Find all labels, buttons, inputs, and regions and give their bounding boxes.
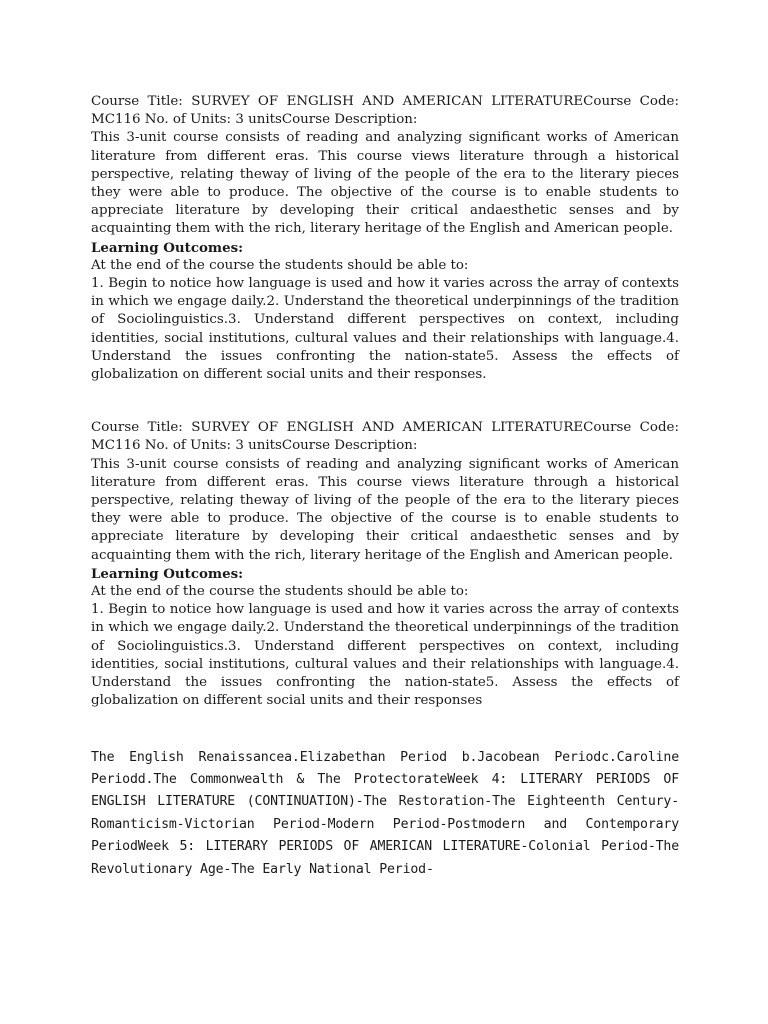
document-page (91, 93, 679, 881)
literary-periods-text: The English Renaissancea.Elizabethan Period b.Jacobean Periodc.Caroline Periodd.The Commonwealth & The ProtectorateWeek 4: LITERARY PERIODS OF ENGLISH LITERATURE (CONTINUATION)-The Restoration-The Eighteenth Century-Romanticism-Victorian Period-Modern Period-Postmodern and Contemporary PeriodWeek 5: LITERARY PERIODS OF AMERICAN LITERATURE-Colonial Period-The Revolutionary Age-The Early National Period- (91, 749, 679, 877)
course-info-line: Course Title: SURVEY OF ENGLISH AND AMERICAN LITERATURECourse Code: MC116 No. of Units: 3 unitsCourse Description: (91, 94, 679, 128)
course-section-2 (91, 419, 679, 710)
learning-outcomes-list: 1. Begin to notice how language is used and how it varies across the array of contexts in which we engage daily.2. Understand the theoretical underpinnings of the tradition of Sociolinguistics.3. Understand different perspectives on context, including identities, social institutions, cultural values and their relationships with language.4. Understand the issues confronting the nation-state5. Assess the effects of globalization on different social units and their responses (91, 602, 679, 709)
course-description: This 3-unit course consists of reading and analyzing significant works of American literature from different eras. This course views literature through a historical perspective, relating theway of living of the people of the era to the literary pieces they were able to produce. The objective of the course is to enable students to appreciate literature by developing their critical andaesthetic senses and by acquainting them with the rich, literary heritage of the English and American people. (91, 130, 679, 237)
learning-outcomes-heading: Learning Outcomes: (91, 565, 244, 582)
course-section-1 (91, 93, 679, 384)
learning-outcomes-intro: At the end of the course the students should be able to: (91, 257, 469, 273)
course-info-line: Course Title: SURVEY OF ENGLISH AND AMERICAN LITERATURECourse Code: MC116 No. of Units: 3 unitsCourse Description: (91, 420, 679, 454)
learning-outcomes-intro: At the end of the course the students should be able to: (91, 584, 469, 600)
learning-outcomes-heading: Learning Outcomes: (91, 239, 244, 256)
course-description: This 3-unit course consists of reading and analyzing significant works of American literature from different eras. This course views literature through a historical perspective, relating theway of living of the people of the era to the literary pieces they were able to produce. The objective of the course is to enable students to appreciate literature by developing their critical andaesthetic senses and by acquainting them with the rich, literary heritage of the English and American people. (91, 456, 679, 563)
learning-outcomes-list: 1. Begin to notice how language is used and how it varies across the array of contexts in which we engage daily.2. Understand the theoretical underpinnings of the tradition of Sociolinguistics.3. Understand different perspectives on context, including identities, social institutions, cultural values and their relationships with language.4. Understand the issues confronting the nation-state5. Assess the effects of globalization on different social units and their responses. (91, 276, 679, 383)
